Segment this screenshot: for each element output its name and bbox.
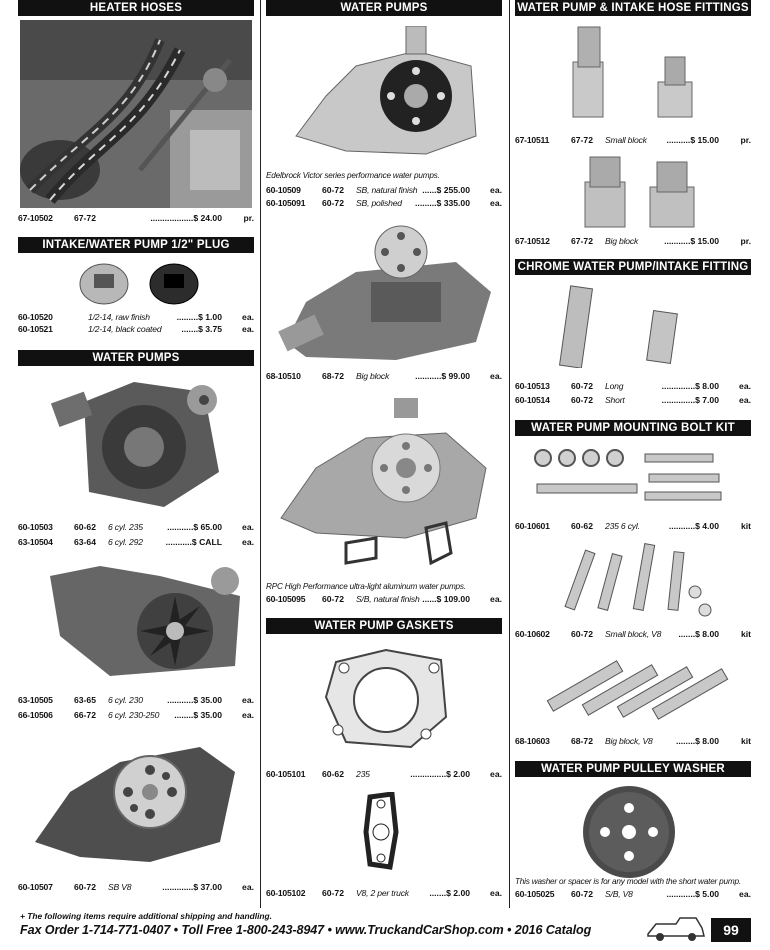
product-row: 60-105102 60-72 V8, 2 per truck .......$ 2.00 ea. — [266, 888, 502, 898]
big-block-water-pump-photo — [276, 222, 496, 362]
product-row: 60-10509 60-72 SB, natural finish ......$ 255.00 ea. — [266, 185, 502, 195]
product-row: 63-10505 63-65 6 cyl. 230 ...........$ 35.00 ea. — [18, 695, 254, 705]
section-header-chrome-fitting: CHROME WATER PUMP/INTAKE FITTING — [515, 259, 751, 275]
water-pump-230-photo — [40, 556, 246, 684]
rpc-note: RPC High Performance ultra-light aluminum water pumps. — [266, 582, 466, 591]
heater-hoses-photo — [20, 20, 252, 208]
section-header-gaskets: WATER PUMP GASKETS — [266, 618, 502, 634]
water-pump-sb-v8-photo — [30, 732, 244, 870]
column-2 — [266, 0, 502, 908]
column-3 — [515, 0, 751, 908]
gasket-235-photo — [316, 642, 456, 752]
product-row: 60-105025 60-72 S/B, V8 ............$ 5.00 ea. — [515, 889, 751, 899]
bolt-kit-235-photo — [533, 444, 737, 514]
truck-logo-icon — [646, 914, 706, 944]
product-row: 60-10507 60-72 SB V8 .............$ 37.00 ea. — [18, 882, 254, 892]
page-footer — [0, 908, 770, 950]
water-pump-235-photo — [44, 372, 234, 512]
section-header-bolt-kit: WATER PUMP MOUNTING BOLT KIT — [515, 420, 751, 436]
rpc-water-pump-photo — [276, 398, 496, 570]
pipe-plugs-photo — [74, 262, 206, 306]
product-row: 67-10512 67-72 Big block ...........$ 15.00 pr. — [515, 236, 751, 246]
gasket-v8-photo — [362, 792, 402, 872]
product-row: 60-10514 60-72 Short ..............$ 7.00 ea. — [515, 395, 751, 405]
section-header-water-pumps: WATER PUMPS — [18, 350, 254, 366]
edelbrock-note: Edelbrock Victor series performance water pumps. — [266, 171, 440, 180]
product-row: 67-10511 67-72 Small block ..........$ 15.00 pr. — [515, 135, 751, 145]
product-row: 68-10510 68-72 Big block ...........$ 99.00 ea. — [266, 371, 502, 381]
section-header-fittings: WATER PUMP & INTAKE HOSE FITTINGS — [515, 0, 751, 16]
product-row: 60-105091 60-72 SB, polished .........$ 335.00 ea. — [266, 198, 502, 208]
contact-line: Fax Order 1-714-771-0407 • Toll Free 1-800-243-8947 • www.TruckandCarShop.com • 2016 Catalog — [20, 923, 592, 937]
pulley-washer-photo — [581, 784, 677, 880]
product-row: 60-105095 60-72 S/B, natural finish ......$ 109.00 ea. — [266, 594, 502, 604]
product-row: 60-10602 60-72 Small block, V8 .......$ 8.00 kit — [515, 629, 751, 639]
shipping-note: + The following items require additional shipping and handling. — [20, 911, 272, 921]
washer-note: This washer or spacer is for any model with the short water pump. — [515, 877, 741, 886]
page-number: 99 — [711, 918, 751, 942]
chrome-fittings-photo — [555, 282, 695, 368]
big-block-fittings-photo — [575, 152, 705, 230]
column-divider — [509, 0, 510, 908]
product-row: 66-10506 66-72 6 cyl. 230-250 ........$ 35.00 ea. — [18, 710, 254, 720]
product-row: 60-10520 1/2-14, raw finish .........$ 1.00 ea. — [18, 312, 254, 322]
section-header-plug: INTAKE/WATER PUMP 1/2" PLUG — [18, 237, 254, 253]
column-divider — [260, 0, 261, 908]
small-block-fittings-photo — [563, 22, 713, 122]
product-row: 60-10601 60-62 235 6 cyl. ...........$ 4.00 kit — [515, 521, 751, 531]
product-row: 60-105101 60-62 235 ...............$ 2.00 ea. — [266, 769, 502, 779]
column-1 — [18, 0, 254, 908]
section-header-water-pumps: WATER PUMPS — [266, 0, 502, 16]
edelbrock-water-pump-photo — [286, 26, 486, 156]
product-row: 63-10504 63-64 6 cyl. 292 ...........$ CALL ea. — [18, 537, 254, 547]
section-header-heater-hoses: HEATER HOSES — [18, 0, 254, 16]
bolt-kit-sb-photo — [555, 540, 725, 620]
bolt-kit-bb-photo — [535, 650, 735, 726]
product-row: 68-10603 68-72 Big block, V8 ........$ 8.00 kit — [515, 736, 751, 746]
product-row: 60-10521 1/2-14, black coated .......$ 3.75 ea. — [18, 324, 254, 334]
section-header-pulley-washer: WATER PUMP PULLEY WASHER — [515, 761, 751, 777]
product-row: 60-10503 60-62 6 cyl. 235 ...........$ 65.00 ea. — [18, 522, 254, 532]
product-row: 60-10513 60-72 Long ..............$ 8.00 ea. — [515, 381, 751, 391]
product-row: 67-10502 67-72 ..................$ 24.00 pr. — [18, 213, 254, 223]
